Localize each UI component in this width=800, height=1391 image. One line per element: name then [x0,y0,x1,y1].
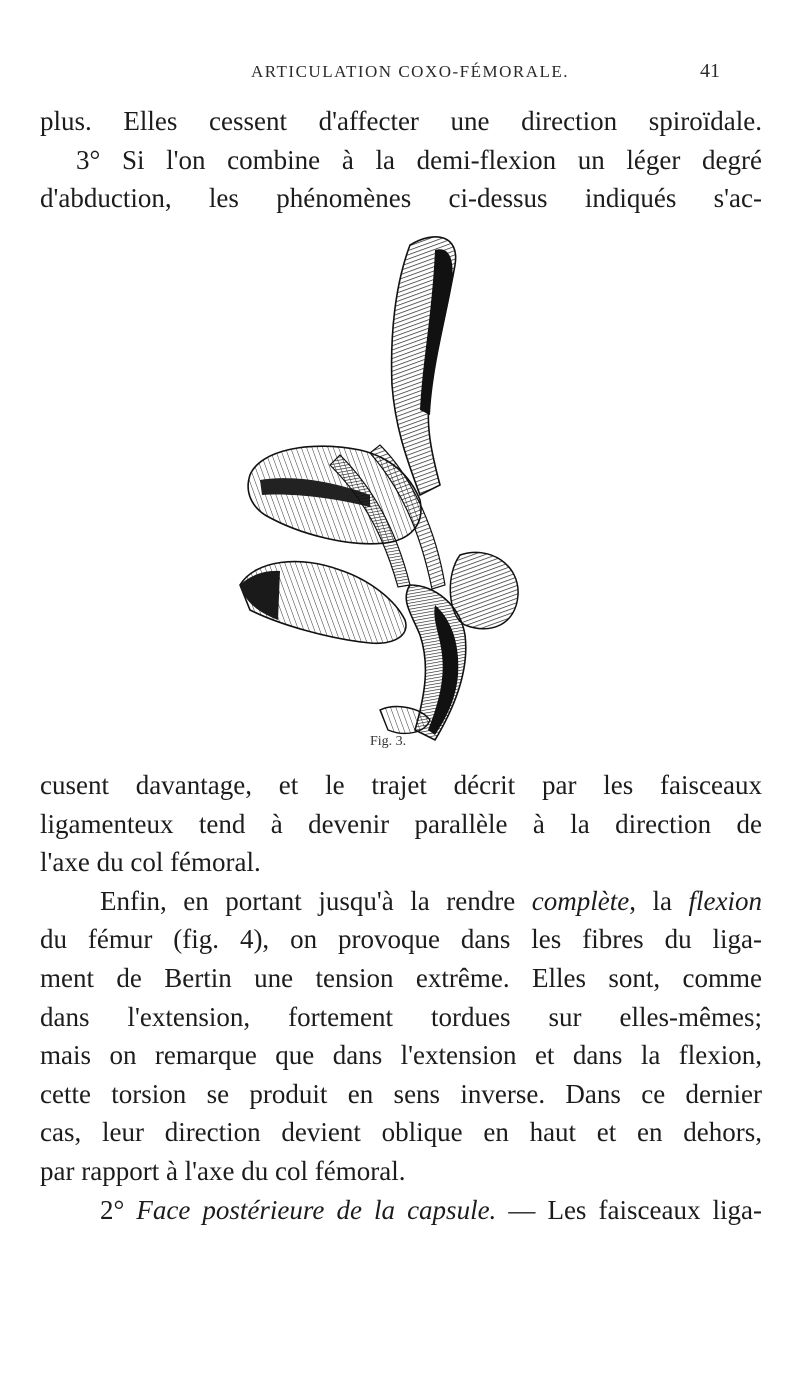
italic-term: flexion [688,885,762,916]
running-title: ARTICULATION COXO-FÉMORALE. [250,62,570,81]
text-line: dans l'extension, fortement tordues sur elles-mêmes; [40,1001,762,1032]
text-segment: , la [629,885,689,916]
text-line [40,882,762,921]
text-line: par rapport à l'axe du col fémoral. [40,1155,406,1186]
top-paragraph [40,102,762,218]
text-line: ligamenteux tend à devenir parallèle à la direction de [40,808,762,839]
text-line: plus. Elles cessent d'affecter une direction spiroïdale. [40,106,762,136]
text-line: cusent davantage, et le trajet décrit par les faisceaux [40,770,762,800]
page-number: 41 [700,60,720,82]
text-line: du fémur (fig. 4), on provoque dans les fibres du liga- [40,924,762,955]
bottom-paragraph [40,766,762,1229]
text-line: 3° Si l'on combine à la demi-flexion un léger degré [76,144,762,175]
text-segment: Enfin, en portant jusqu'à la rendre [100,885,532,916]
text-line [40,1191,762,1230]
text-line: ment de Bertin une tension extrême. Elles sont, comme [40,962,762,993]
running-head [40,62,760,92]
text-segment: 2° [100,1194,137,1225]
italic-heading: Face postérieure de la capsule. [136,1194,497,1225]
text-line: cas, leur direction devient oblique en haut et en dehors, [40,1117,762,1148]
figure-caption: Fig. 3. [370,734,407,749]
italic-term: complète [531,885,630,916]
text-line: d'abduction, les phénomènes ci-dessus indiqués s'ac- [40,183,762,214]
text-line: l'axe du col fémoral. [40,847,261,878]
text-line: mais on remarque que dans l'extension et dans la flexion, [40,1040,762,1071]
text-line: cette torsion se produit en sens inverse. Dans ce dernier [40,1078,762,1109]
hip-joint-illustration [220,225,550,745]
text-segment: — Les faisceaux liga- [496,1194,762,1225]
